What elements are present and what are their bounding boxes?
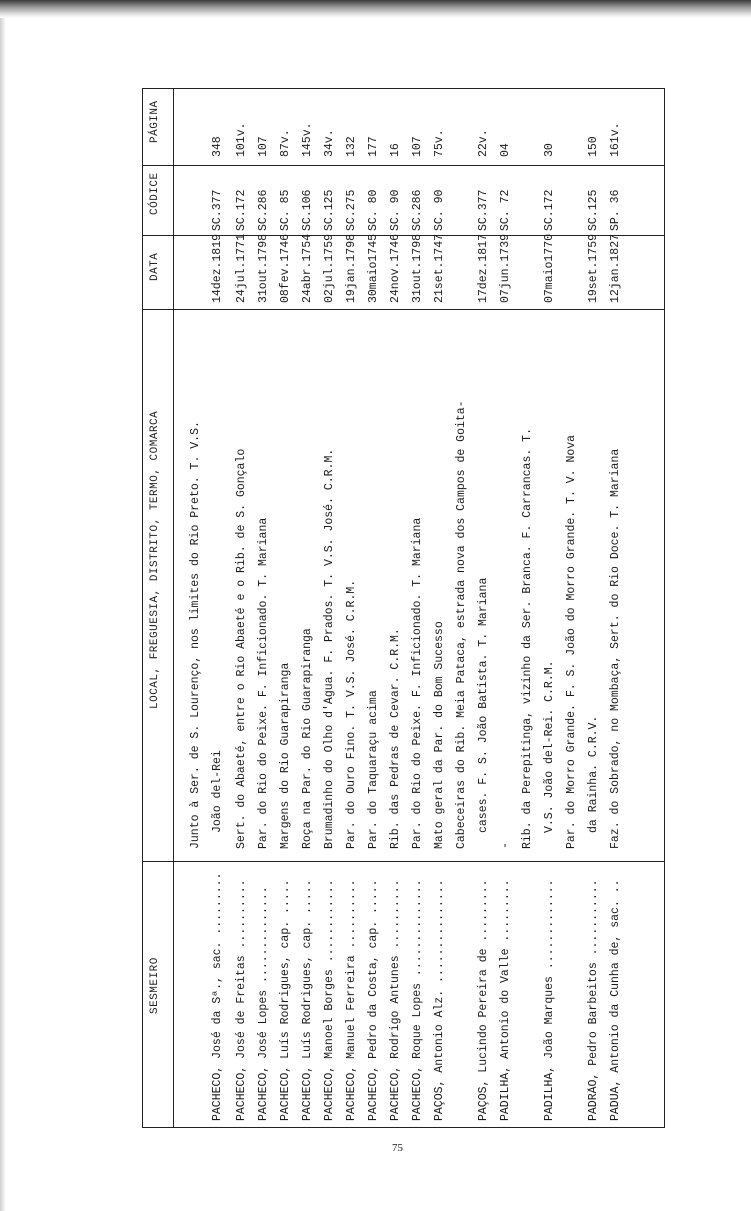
cell-local-continued: João del-Rei bbox=[211, 750, 224, 833]
cell-codice: SC.125 bbox=[587, 189, 600, 231]
cell-pagina: 75v. bbox=[433, 129, 446, 157]
cell-local: Mato geral da Par. do Bom Sucesso bbox=[433, 621, 446, 849]
cell-data: 31out.1798 bbox=[257, 233, 270, 303]
cell-codice: SC.286 bbox=[257, 189, 270, 231]
cell-sesmeiro: PACHECO, Manoel Borges ............ bbox=[323, 879, 336, 1121]
cell-local: Par. do Rio do Peixe. F. Inficionado. T. Mariana bbox=[411, 517, 424, 849]
table-row bbox=[301, 89, 323, 1129]
cell-local: Rib. da Perepitinga, vizinho da Ser. Branca. F. Carrancas. T. bbox=[521, 428, 534, 849]
header-pagina: PÁGINA bbox=[149, 100, 161, 143]
cell-local: Faz. do Sobrado, no Mombaça, Sert. do Rio Doce. T. Mariana bbox=[609, 448, 622, 849]
cell-codice: SC.275 bbox=[345, 189, 358, 231]
cell-codice: SC. 80 bbox=[367, 189, 380, 231]
cell-codice: SC.125 bbox=[323, 189, 336, 231]
cell-sesmeiro: PADILHA, João Marques ............. bbox=[543, 879, 556, 1121]
cell-data: 31out.1798 bbox=[411, 233, 424, 303]
rotated-table bbox=[143, 89, 666, 1129]
header-data: DATA bbox=[149, 252, 161, 281]
cell-local: Brumadinho do Olho d'Água. F. Prados. T. V.S. José. C.R.M. bbox=[323, 448, 336, 849]
cell-data: 21set.1747 bbox=[433, 233, 446, 303]
cell-pagina: 04 bbox=[499, 143, 512, 157]
cell-local: Par. do Rio do Peixe. F. Inficionado. T. Mariana bbox=[257, 517, 270, 849]
scan-left-edge bbox=[0, 18, 6, 1211]
table-row bbox=[189, 89, 224, 1129]
cell-data: 30maio1745 bbox=[367, 233, 380, 303]
cell-pagina: 161v. bbox=[609, 122, 622, 157]
cell-local: Par. do Taquaraçu acima bbox=[367, 690, 380, 849]
table-frame bbox=[142, 88, 665, 1128]
cell-pagina: 22v. bbox=[477, 129, 490, 157]
cell-codice: SC.377 bbox=[211, 189, 224, 231]
cell-pagina: 30 bbox=[543, 143, 556, 157]
cell-local: Roça na Par. do Rio Guarapiranga bbox=[301, 628, 314, 849]
table-row bbox=[389, 89, 411, 1129]
cell-codice: SC.106 bbox=[301, 189, 314, 231]
cell-sesmeiro: PADRÃO, Pedro Barbeitos ........... bbox=[587, 879, 600, 1121]
cell-codice: SC.377 bbox=[477, 189, 490, 231]
cell-sesmeiro: PACHECO, Roque Lopes .............. bbox=[411, 879, 424, 1121]
cell-sesmeiro: PACHECO, Pedro da Costa, cap. ..... bbox=[367, 879, 380, 1121]
cell-data: 12jan.1827 bbox=[609, 233, 622, 303]
cell-sesmeiro: PACHECO, Luís Rodrigues, cap. ..... bbox=[279, 879, 292, 1121]
cell-codice: SP. 36 bbox=[609, 189, 622, 231]
scan-top-edge bbox=[0, 0, 751, 18]
cell-data: 19jan.1798 bbox=[345, 233, 358, 303]
table-row bbox=[411, 89, 433, 1129]
cell-data: 07jun.1739 bbox=[499, 233, 512, 303]
table-row bbox=[323, 89, 345, 1129]
cell-pagina: 34v. bbox=[323, 129, 336, 157]
cell-codice: SC. 72 bbox=[499, 189, 512, 231]
cell-sesmeiro: PAÇOS, Lucindo Pereira de ......... bbox=[477, 879, 490, 1121]
cell-pagina: 132 bbox=[345, 136, 358, 157]
cell-data: 24jul.1771 bbox=[235, 233, 248, 303]
header-local: LOCAL, FREGUESIA, DISTRITO, TERMO, COMARCA bbox=[149, 410, 161, 709]
cell-local-continued: da Rainha. C.R.V. bbox=[587, 715, 600, 833]
cell-local: Par. do Ouro Fino. T. V.S. José. C.R.M. bbox=[345, 579, 358, 849]
cell-pagina: 87v. bbox=[279, 129, 292, 157]
cell-codice: SC.172 bbox=[543, 189, 556, 231]
table-row bbox=[279, 89, 301, 1129]
cell-pagina: 150 bbox=[587, 136, 600, 157]
cell-pagina: 348 bbox=[211, 136, 224, 157]
cell-local-continued: cases. F. S. João Batista. T. Mariana bbox=[477, 577, 490, 833]
cell-local: Sert. do Abaeté, entre o Rio Abaeté e o Rib. de S. Gonçalo bbox=[235, 448, 248, 849]
cell-pagina: 16 bbox=[389, 143, 402, 157]
cell-local: Junto à Ser. de S. Lourenço, nos limites do Rio Preto. T. V.S. bbox=[189, 421, 202, 849]
cell-data: 19set.1759 bbox=[587, 233, 600, 303]
cell-sesmeiro: PACHECO, Rodrigo Antunes .......... bbox=[389, 879, 402, 1121]
cell-sesmeiro: PACHECO, Luís Rodrigues, cap. ..... bbox=[301, 879, 314, 1121]
table-row bbox=[609, 89, 631, 1129]
cell-sesmeiro: PACHECO, José Lopes .............. bbox=[257, 886, 270, 1121]
cell-pagina: 177 bbox=[367, 136, 380, 157]
cell-sesmeiro: PAÇOS, Antonio Alz. ............... bbox=[433, 879, 446, 1121]
table-row bbox=[499, 89, 521, 1129]
cell-local: Rib. das Pedras de Cevar. C.R.M. bbox=[389, 628, 402, 849]
cell-data: 14dez.1819 bbox=[211, 233, 224, 303]
cell-data: 08fev.1746 bbox=[279, 233, 292, 303]
cell-codice: SC.286 bbox=[411, 189, 424, 231]
table-row bbox=[345, 89, 367, 1129]
table-row bbox=[433, 89, 455, 1129]
cell-pagina: 101v. bbox=[235, 122, 248, 157]
cell-sesmeiro: PADUA, Antonio da Cunha de, sac. .. bbox=[609, 879, 622, 1121]
header-sesmeiro: SESMEIRO bbox=[149, 957, 161, 1014]
cell-data: 24abr.1754 bbox=[301, 233, 314, 303]
table-row bbox=[565, 89, 600, 1129]
cell-codice: SC.172 bbox=[235, 189, 248, 231]
cell-data: 17dez.1817 bbox=[477, 233, 490, 303]
cell-local: Cabeceiras do Rib. Meia Pataca, estrada nova dos Campos de Goita- bbox=[455, 400, 468, 849]
cell-sesmeiro: PACHECO, José de Freitas .......... bbox=[235, 879, 248, 1121]
cell-sesmeiro: PACHECO, Manuel Ferreira .......... bbox=[345, 879, 358, 1121]
cell-pagina: 107 bbox=[257, 136, 270, 157]
table-row bbox=[257, 89, 279, 1129]
cell-codice: SC. 85 bbox=[279, 189, 292, 231]
cell-pagina: 145v. bbox=[301, 122, 314, 157]
table-row bbox=[235, 89, 257, 1129]
cell-codice: SC. 90 bbox=[433, 189, 446, 231]
cell-sesmeiro: PACHECO, José da Sª., sac. ......... bbox=[211, 872, 224, 1121]
cell-data: 07maio1770 bbox=[543, 233, 556, 303]
cell-local: Margens do Rio Guarapiranga bbox=[279, 662, 292, 849]
cell-pagina: 107 bbox=[411, 136, 424, 157]
cell-sesmeiro: PADILHA, Antonio do Valle ......... bbox=[499, 879, 512, 1121]
page-number: 75 bbox=[392, 1142, 403, 1154]
cell-local: - bbox=[499, 842, 512, 849]
cell-data: 02jul.1759 bbox=[323, 233, 336, 303]
cell-codice: SC. 90 bbox=[389, 189, 402, 231]
table-row bbox=[521, 89, 556, 1129]
cell-local-continued: V.S. João del-Rei. C.R.M. bbox=[543, 660, 556, 833]
table-row bbox=[455, 89, 490, 1129]
header-codice: CÓDICE bbox=[149, 172, 161, 215]
table-row bbox=[367, 89, 389, 1129]
cell-local: Par. do Morro Grande. F. S. João do Morro Grande. T. V. Nova bbox=[565, 434, 578, 849]
cell-data: 24nov.1746 bbox=[389, 233, 402, 303]
